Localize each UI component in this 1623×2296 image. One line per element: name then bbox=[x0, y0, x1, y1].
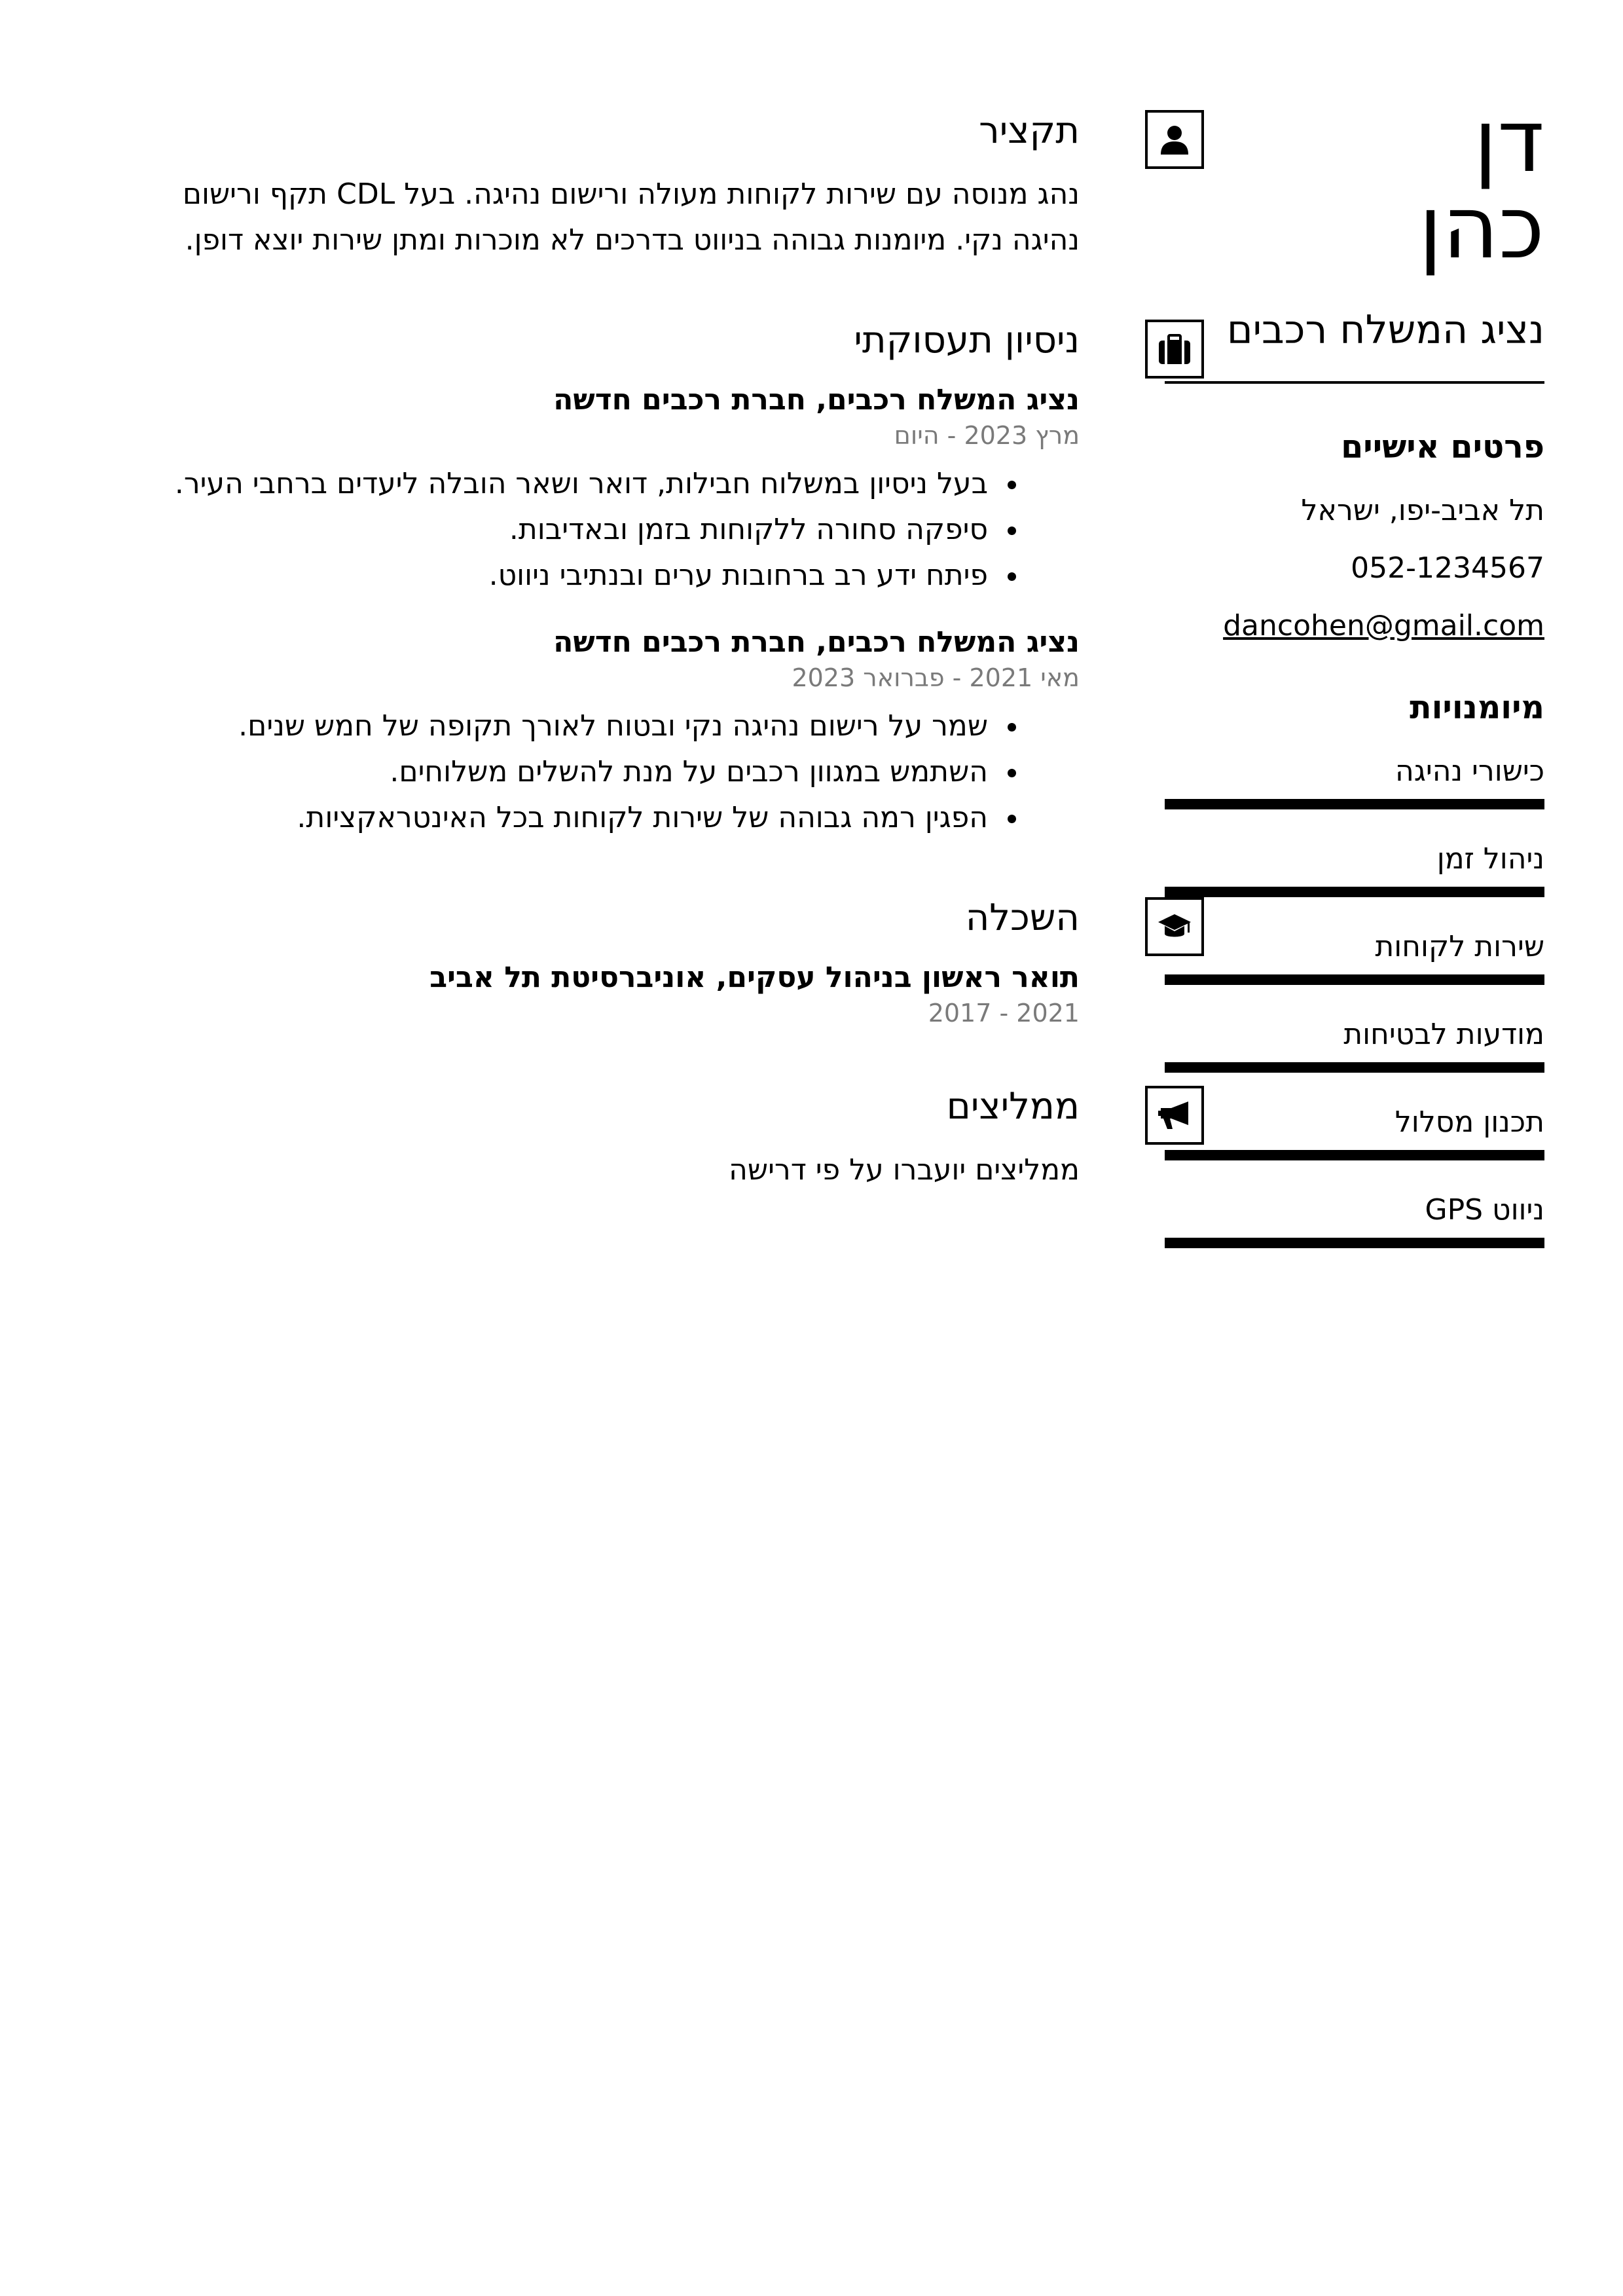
graduation-cap-icon bbox=[1145, 897, 1204, 956]
candidate-name bbox=[1165, 91, 1544, 278]
skills-heading: מיומנויות bbox=[1410, 689, 1544, 726]
experience-title: ניסיון תעסוקתי bbox=[854, 319, 1080, 361]
job-headline: נציג המשלח רכבים bbox=[1226, 307, 1544, 353]
job-dates: מרץ 2023 - היום bbox=[894, 421, 1080, 450]
job-bullet: • שמר על רישום נהיגה נקי ובטוח לאורך תקופה של חמש שנים. bbox=[130, 703, 994, 749]
sidebar bbox=[1165, 91, 1544, 1278]
job-entry bbox=[130, 381, 1080, 599]
references-title: ממליצים bbox=[946, 1085, 1080, 1128]
job-entry bbox=[130, 623, 1080, 841]
job-title: נציג המשלח רכבים, חברת רכבים חדשה bbox=[553, 383, 1080, 417]
phone-number: 052-1234567 bbox=[1351, 551, 1544, 585]
job-bullet: • הפגין רמה גבוהה של שירות לקוחות בכל האינטראקציות. bbox=[130, 795, 994, 841]
skill-item bbox=[1165, 927, 1544, 985]
skill-item bbox=[1165, 752, 1544, 809]
skill-label: ניהול זמן bbox=[1436, 842, 1544, 876]
personal-details-list bbox=[1165, 491, 1544, 646]
skill-level-bar bbox=[1165, 799, 1544, 809]
skill-label: כישורי נהיגה bbox=[1395, 754, 1544, 788]
job-bullets bbox=[130, 703, 1080, 841]
skill-label: שירות לקוחות bbox=[1375, 930, 1544, 963]
skill-item bbox=[1165, 1015, 1544, 1073]
education-title: השכלה bbox=[965, 897, 1080, 939]
skill-label: מודעות לבטיחות bbox=[1343, 1018, 1544, 1051]
phone-text bbox=[1165, 549, 1544, 588]
location-text: תל אביב-יפו, ישראל bbox=[1301, 494, 1544, 527]
skill-level-bar bbox=[1165, 1150, 1544, 1160]
skill-label: תכנון מסלול bbox=[1395, 1105, 1544, 1139]
skill-level-bar bbox=[1165, 1062, 1544, 1073]
job-dates: מאי 2021 - פברואר 2023 bbox=[792, 663, 1080, 692]
last-name: כהן bbox=[1418, 177, 1544, 278]
education-dates: 2017 - 2021 bbox=[928, 999, 1080, 1028]
main-column bbox=[130, 105, 1080, 1244]
job-bullet: • בעל ניסיון במשלוח חבילות, דואר ושאר הובלה ליעדים ברחבי העיר. bbox=[130, 461, 994, 507]
education-section bbox=[130, 892, 1080, 1029]
skill-label: ניווט GPS bbox=[1425, 1193, 1544, 1227]
skill-level-bar bbox=[1165, 1238, 1544, 1248]
references-section bbox=[130, 1081, 1080, 1193]
references-text: ממליצים יועברו על פי דרישה bbox=[729, 1153, 1080, 1187]
job-bullet: • השתמש במגוון רכבים על מנת להשלים משלוחים. bbox=[130, 749, 994, 795]
email-link[interactable]: dancohen@gmail.com bbox=[1223, 609, 1544, 642]
summary-section bbox=[130, 105, 1080, 263]
job-bullet: • פיתח ידע רב ברחובות ערים ובנתיבי ניווט. bbox=[130, 553, 994, 599]
skill-level-bar bbox=[1165, 974, 1544, 985]
skill-item bbox=[1165, 840, 1544, 897]
skill-item bbox=[1165, 1191, 1544, 1248]
megaphone-icon bbox=[1145, 1086, 1204, 1145]
email-item bbox=[1165, 606, 1544, 646]
job-bullets bbox=[130, 461, 1080, 599]
skill-level-bar bbox=[1165, 887, 1544, 897]
job-bullet: • סיפקה סחורה ללקוחות בזמן ובאדיבות. bbox=[130, 507, 994, 553]
skill-item bbox=[1165, 1103, 1544, 1160]
personal-details-heading: פרטים אישיים bbox=[1341, 428, 1544, 466]
job-title: נציג המשלח רכבים, חברת רכבים חדשה bbox=[553, 625, 1080, 659]
summary-title: תקציר bbox=[979, 109, 1080, 152]
skills-list bbox=[1165, 752, 1544, 1248]
first-name: דן bbox=[1473, 91, 1544, 192]
summary-text: נהג מנוסה עם שירות לקוחות מעולה ורישום נהיגה. בעל CDL תקף ורישום נהיגה נקי. מיומנות גבוהה בניווט בדרכים לא מוכרות ומתן שירות יוצא דופן. bbox=[182, 177, 1080, 257]
experience-section bbox=[130, 314, 1080, 841]
person-icon bbox=[1145, 110, 1204, 169]
degree-title: תואר ראשון בניהול עסקים, אוניברסיטת תל אביב bbox=[429, 961, 1080, 994]
sidebar-divider bbox=[1165, 381, 1544, 384]
briefcase-icon bbox=[1145, 320, 1204, 379]
